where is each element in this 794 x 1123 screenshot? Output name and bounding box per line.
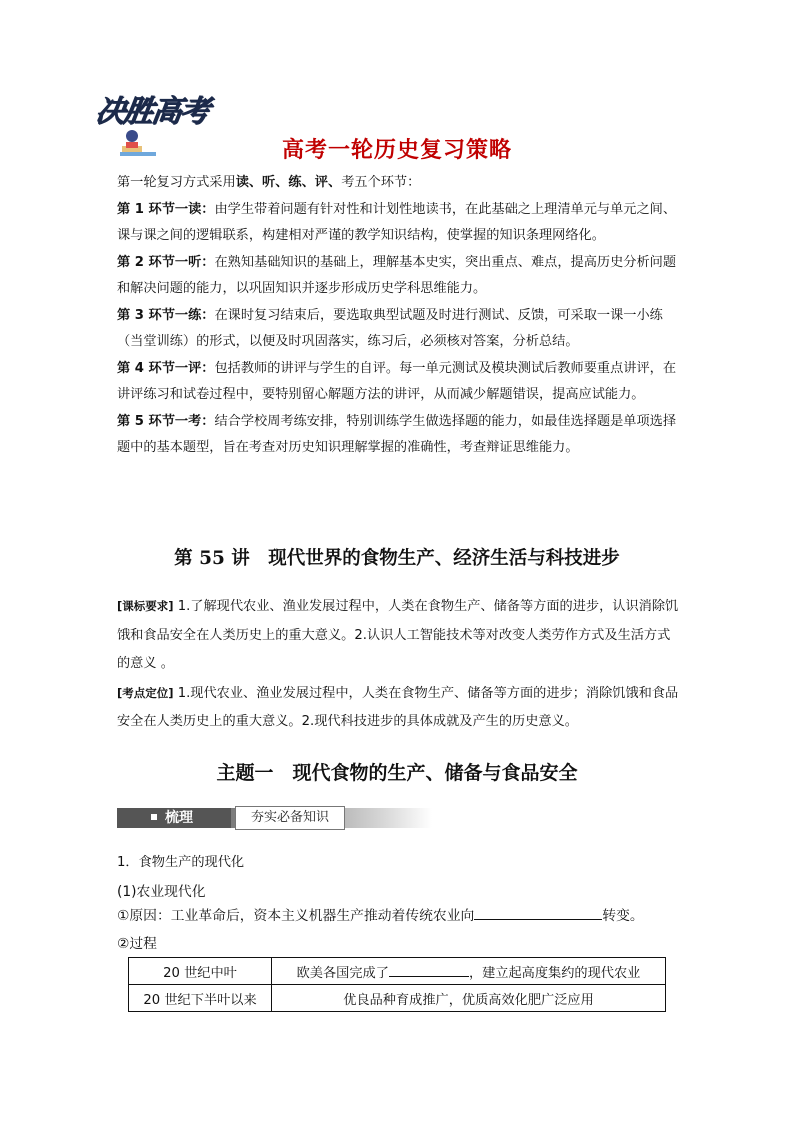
table-row — [129, 958, 666, 985]
curriculum-standards — [117, 592, 682, 737]
desc-suffix: ，建立起高度集约的现代农业 — [468, 965, 641, 981]
period-cell: 20 世纪下半叶以来 — [129, 985, 272, 1012]
process-label: ②过程 — [117, 936, 157, 952]
subsection-heading: (1)农业现代化 — [117, 884, 206, 900]
step-label: 第 5 环节一考： — [117, 413, 215, 429]
logo-text: 决胜高考 — [93, 94, 210, 129]
requirements-text: 1.了解现代农业、渔业发展过程中，人类在食物生产、储备等方面的进步，认识消除饥饿和食品安全在人类历史上的重大意义。2.认识人工智能技术等对改变人类劳作方式及生活方式的意义 。 — [117, 599, 679, 671]
fill-blank[interactable] — [389, 962, 469, 977]
step-5 — [117, 409, 682, 462]
period-cell: 20 世纪中叶 — [129, 958, 272, 985]
exam-positioning — [117, 679, 682, 737]
step-label: 第 2 环节一听： — [117, 254, 215, 270]
positioning-text: 1.现代农业、渔业发展过程中，人类在食物生产、储备等方面的进步；消除饥饿和食品安全在人类历史上的重大意义。2.现代科技进步的具体成就及产生的历史意义。 — [117, 685, 679, 729]
step-label: 第 4 环节一评： — [117, 360, 215, 376]
lecture-title: 第 55 讲 现代世界的食物生产、经济生活与科技进步 — [174, 548, 620, 569]
step-label: 第 1 环节一读： — [117, 201, 215, 217]
reason-prefix: ①原因：工业革命后，资本主义机器生产推动着传统农业向 — [117, 908, 475, 924]
step-text: 在课时复习结束后，要选取典型试题及时进行测试、反馈，可采取一课一小练（当堂训练）的形式，以便及时巩固落实，练习后，必须核对答案，分析总结。 — [117, 307, 663, 349]
fill-blank[interactable] — [474, 905, 602, 920]
intro-prefix: 第一轮复习方式采用 — [117, 175, 236, 190]
standard-requirements — [117, 592, 682, 679]
step-4 — [117, 356, 682, 409]
step-3 — [117, 303, 682, 356]
section-heading: 1．食物生产的现代化 — [117, 855, 245, 870]
banner-left-text: 梳理 — [165, 810, 193, 826]
description-cell — [272, 958, 666, 985]
step-text: 包括教师的讲评与学生的自评。每一单元测试及模块测试后教师要重点讲评，在讲评练习和试卷过程中，要特别留心解题方法的讲评，从而减少解题错误，提高应试能力。 — [117, 360, 677, 402]
intro-line — [117, 170, 682, 197]
intro-suffix: 考五个环节： — [341, 175, 421, 190]
banner-label — [117, 808, 231, 828]
intro-bold: 读、听、练、评、 — [235, 175, 342, 190]
step-text: 在熟知基础知识的基础上，理解基本史实，突出重点、难点，提高历史分析问题和解决问题的能力，以巩固知识并逐步形成历史学科思维能力。 — [117, 254, 677, 296]
process-table — [128, 957, 666, 1012]
strategy-body — [117, 170, 682, 462]
square-bullet-icon — [151, 814, 157, 820]
reason-line — [117, 904, 682, 924]
reason-suffix: 转变。 — [602, 908, 644, 924]
section-banner — [117, 806, 432, 832]
positioning-tag: [考点定位] — [117, 685, 174, 700]
step-1 — [117, 197, 682, 250]
desc-prefix: 欧美各国完成了 — [296, 965, 389, 981]
step-2 — [117, 250, 682, 303]
banner-subtitle: 夯实必备知识 — [235, 806, 345, 830]
step-text: 由学生带着问题有针对性和计划性地读书，在此基础之上理清单元与单元之间、课与课之间的逻辑联系，构建相对严谨的教学知识结构，使掌握的知识条理网络化。 — [117, 201, 677, 243]
step-label: 第 3 环节一练： — [117, 307, 215, 323]
page-title: 高考一轮历史复习策略 — [281, 138, 512, 163]
step-text: 结合学校周考练安排，特别训练学生做选择题的能力，如最佳选择题是单项选择题中的基本题型，旨在考查对历史知识理解掌握的准确性，考查辩证思维能力。 — [117, 413, 677, 455]
theme-title: 主题一 现代食物的生产、储备与食品安全 — [216, 762, 578, 784]
requirements-tag: [课标要求] — [117, 599, 174, 613]
table-row — [129, 985, 666, 1012]
description-cell: 优良品种育成推广，优质高效化肥广泛应用 — [272, 985, 666, 1012]
